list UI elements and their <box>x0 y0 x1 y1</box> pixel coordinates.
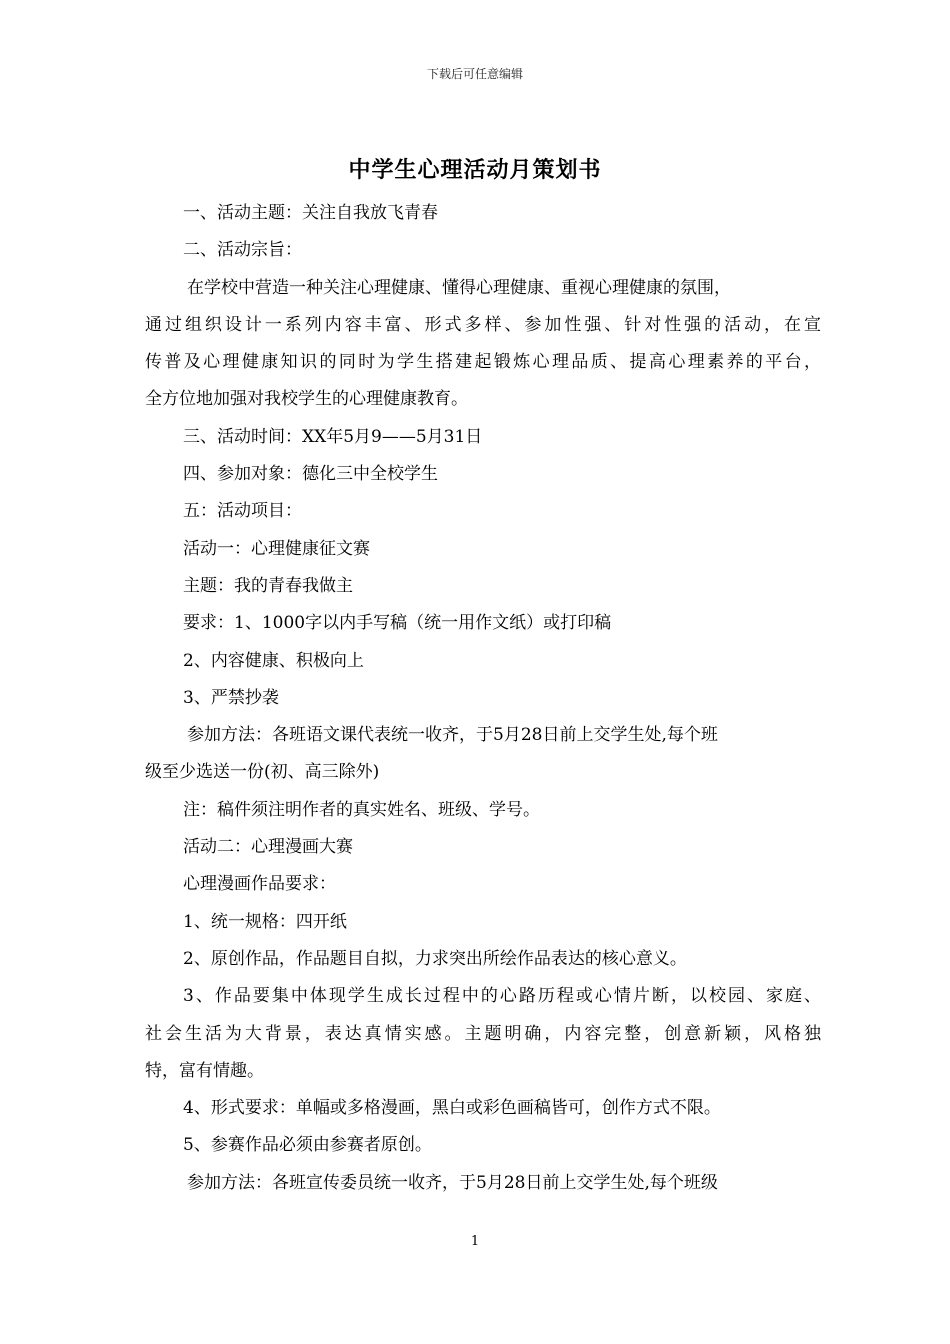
header-note: 下载后可任意编辑 <box>426 67 523 81</box>
activity-one-requirement: 2、内容健康、积极向上 <box>183 650 364 671</box>
purpose-paragraph-line: 通过组织设计一系列内容丰富、形式多样、参加性强、针对性强的活动，在宣 <box>145 314 821 335</box>
activity-two-method-line: 参加方法：各班宣传委员统一收齐，于5月28日前上交学生处,每个班级 <box>187 1172 718 1193</box>
section-time: 三、活动时间：XX年5月9——5月31日 <box>183 426 483 447</box>
activity-two-requirement-continued: 特，富有情趣。 <box>145 1060 264 1081</box>
section-participants: 四、参加对象：德化三中全校学生 <box>183 464 438 485</box>
section-projects-heading: 五：活动项目： <box>183 501 302 522</box>
activity-two-requirement: 4、形式要求：单幅或多格漫画，黑白或彩色画稿皆可，创作方式不限。 <box>183 1098 721 1119</box>
activity-one-method-line: 参加方法：各班语文课代表统一收齐，于5月28日前上交学生处,每个班 <box>187 725 718 746</box>
section-purpose-heading: 二、活动宗旨： <box>183 240 302 261</box>
activity-one-requirement: 要求：1、1000字以内手写稿（统一用作文纸）或打印稿 <box>183 613 612 634</box>
purpose-paragraph-line: 全方位地加强对我校学生的心理健康教育。 <box>145 389 468 410</box>
activity-one-requirement: 3、严禁抄袭 <box>183 687 279 708</box>
activity-one-heading: 活动一：心理健康征文赛 <box>183 538 370 559</box>
activity-two-requirements-heading: 心理漫画作品要求： <box>183 874 336 895</box>
activity-one-method-line: 级至少选送一份(初、高三除外) <box>145 762 380 783</box>
purpose-paragraph-line: 在学校中营造一种关注心理健康、懂得心理健康、重视心理健康的氛围， <box>187 277 731 298</box>
document-title: 中学生心理活动月策划书 <box>348 157 602 183</box>
section-theme: 一、活动主题：关注自我放飞青春 <box>183 203 438 223</box>
page-number: 1 <box>470 1234 480 1249</box>
activity-two-requirement: 1、统一规格：四开纸 <box>183 911 347 932</box>
document-body <box>145 195 821 1202</box>
activity-two-requirement: 3、作品要集中体现学生成长过程中的心路历程或心情片断，以校园、家庭、 <box>183 986 821 1007</box>
activity-one-theme: 主题：我的青春我做主 <box>183 575 353 596</box>
purpose-paragraph-line: 传普及心理健康知识的同时为学生搭建起锻炼心理品质、提高心理素养的平台， <box>145 352 821 373</box>
activity-two-requirement: 2、原创作品，作品题目自拟，力求突出所绘作品表达的核心意义。 <box>183 948 687 969</box>
activity-two-requirement-continued: 社会生活为大背景，表达真情实感。主题明确，内容完整，创意新颖，风格独 <box>145 1023 821 1044</box>
activity-one-note: 注：稿件须注明作者的真实姓名、班级、学号。 <box>183 799 540 820</box>
activity-two-requirement: 5、参赛作品必须由参赛者原创。 <box>183 1135 432 1156</box>
activity-two-heading: 活动二：心理漫画大赛 <box>183 837 353 858</box>
